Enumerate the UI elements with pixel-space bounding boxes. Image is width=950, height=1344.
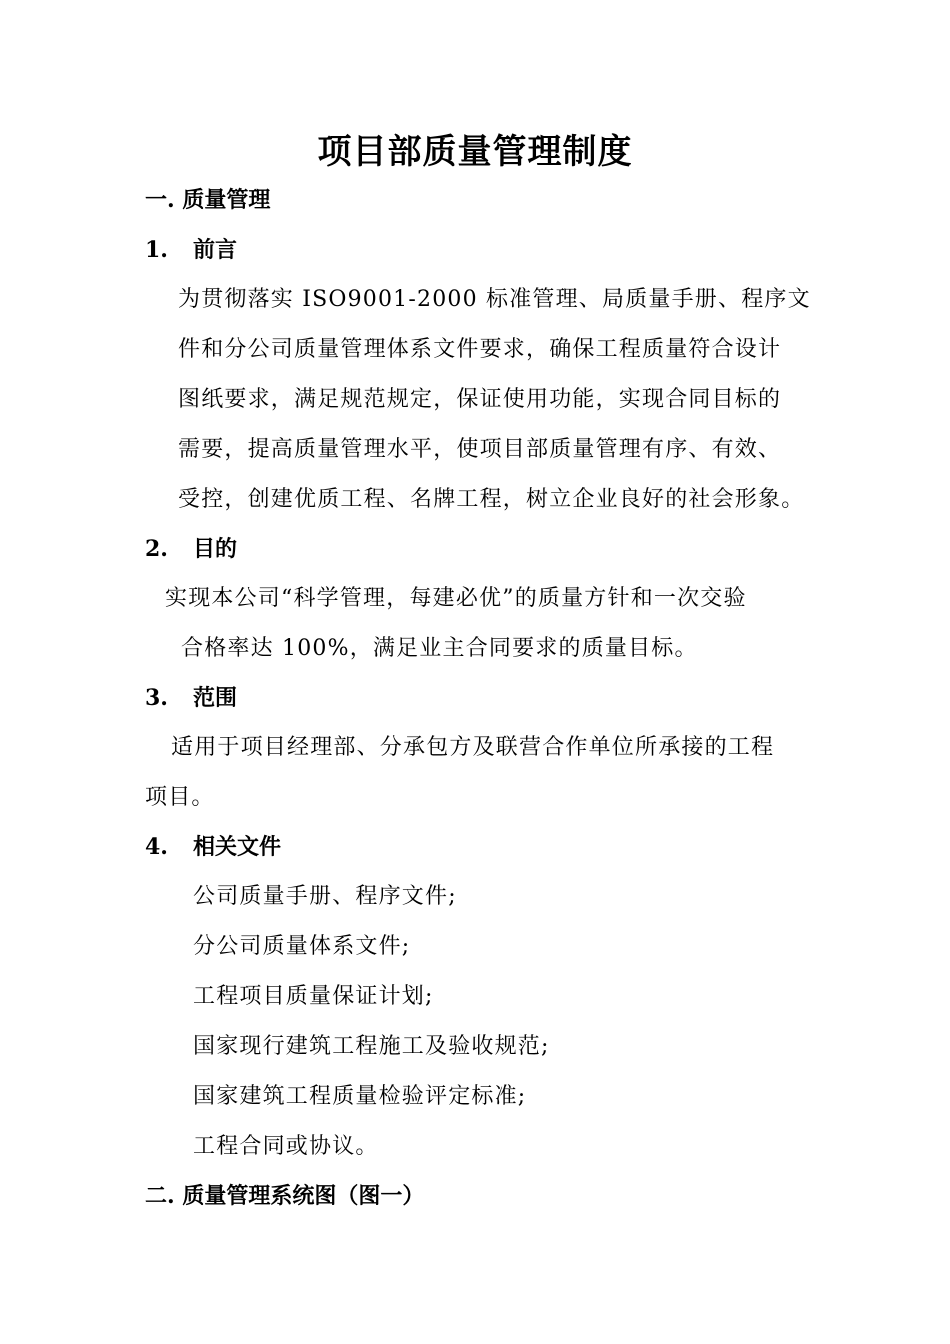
item-number: 3. <box>145 685 168 711</box>
list-item: 工程合同或协议。 <box>193 1134 379 1159</box>
item-heading-preface <box>145 234 237 266</box>
item-number: 2. <box>145 536 168 562</box>
paragraph-line: 适用于项目经理部、分承包方及联营合作单位所承接的工程 <box>171 735 775 760</box>
item-title: 范围 <box>193 685 238 711</box>
list-item: 国家现行建筑工程施工及验收规范; <box>193 1034 550 1059</box>
paragraph-line: 为贯彻落实 ISO9001-2000 标准管理、局质量手册、程序文 <box>178 287 811 312</box>
item-heading-purpose <box>145 533 237 565</box>
document-title: 项目部质量管理制度 <box>317 132 633 172</box>
list-item: 公司质量手册、程序文件; <box>193 884 457 909</box>
item-heading-scope <box>145 682 237 714</box>
paragraph-line: 需要，提高质量管理水平，使项目部质量管理有序、有效、 <box>178 437 782 462</box>
paragraph-line: 件和分公司质量管理体系文件要求，确保工程质量符合设计 <box>178 337 782 362</box>
section-heading-quality-management: 一. 质量管理 <box>145 187 271 213</box>
item-title: 相关文件 <box>193 834 282 860</box>
paragraph-line: 项目。 <box>145 785 215 810</box>
item-number: 1. <box>145 237 168 263</box>
item-title: 前言 <box>193 237 238 263</box>
item-heading-related-documents <box>145 831 281 863</box>
list-item: 国家建筑工程质量检验评定标准; <box>193 1084 527 1109</box>
paragraph-line: 图纸要求，满足规范规定，保证使用功能，实现合同目标的 <box>178 387 782 412</box>
paragraph-line: 实现本公司“科学管理，每建必优”的质量方针和一次交验 <box>165 586 747 611</box>
paragraph-line: 合格率达 100%，满足业主合同要求的质量目标。 <box>181 636 698 661</box>
list-item: 分公司质量体系文件; <box>193 934 411 959</box>
item-title: 目的 <box>193 536 238 562</box>
list-item: 工程项目质量保证计划; <box>193 984 434 1009</box>
item-number: 4. <box>145 834 168 860</box>
paragraph-line: 受控，创建优质工程、名牌工程，树立企业良好的社会形象。 <box>178 487 805 512</box>
section-heading-quality-system-diagram: 二. 质量管理系统图（图一） <box>145 1183 425 1209</box>
